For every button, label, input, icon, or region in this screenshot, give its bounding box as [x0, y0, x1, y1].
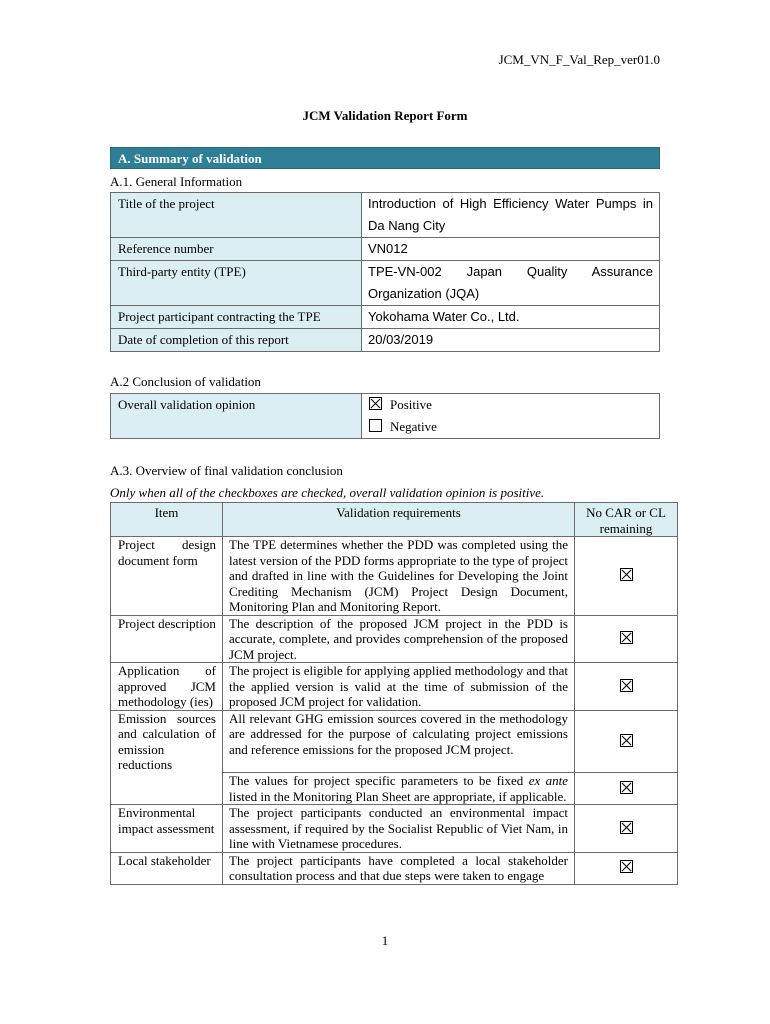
- status-cell: [575, 537, 678, 616]
- table-row: [111, 615, 678, 663]
- table-row: [111, 773, 678, 805]
- a1-heading: A.1. General Information: [110, 174, 243, 189]
- table-row: [111, 663, 678, 711]
- table-row: [111, 329, 660, 352]
- completion-date-value: 20/03/2019: [362, 329, 660, 352]
- participant-label: Project participant contracting the TPE: [111, 306, 362, 329]
- table-row: [111, 805, 678, 853]
- table-row: [111, 710, 678, 773]
- requirement-cell: The project participants conducted an environmental impact assessment, if required by the Socialist Republic of Viet Nam, in line with Vietnamese procedures.: [223, 805, 575, 853]
- checked-box-icon[interactable]: [620, 860, 633, 873]
- requirements-header: Validation requirements: [223, 503, 575, 537]
- overview-table: [110, 502, 678, 885]
- section-a-header: [110, 147, 660, 169]
- opinion-options: [362, 394, 660, 439]
- status-cell: [575, 615, 678, 663]
- table-header-row: [111, 503, 678, 537]
- requirement-cell: The project participants have completed a local stakeholder consultation process and that due steps were taken to engage: [223, 852, 575, 884]
- date-label: Date of completion of this report: [111, 329, 362, 352]
- checked-box-icon[interactable]: [620, 679, 633, 692]
- a2-heading: A.2 Conclusion of validation: [110, 374, 261, 389]
- tpe-value: TPE-VN-002 Japan Quality Assurance Organization (JQA): [362, 261, 660, 306]
- table-row: [111, 537, 678, 616]
- checked-box-icon[interactable]: [620, 631, 633, 644]
- project-title-value: Introduction of High Efficiency Water Pumps in Da Nang City: [362, 193, 660, 238]
- checked-box-icon[interactable]: [369, 397, 382, 410]
- option-label: Negative: [390, 419, 437, 434]
- document-id: JCM_VN_F_Val_Rep_ver01.0: [498, 52, 660, 67]
- participant-value: Yokohama Water Co., Ltd.: [362, 306, 660, 329]
- status-cell: [575, 805, 678, 853]
- requirement-cell: [223, 773, 575, 805]
- option-negative[interactable]: [368, 416, 653, 438]
- item-cell: Project design document form: [111, 537, 223, 616]
- checked-box-icon[interactable]: [620, 568, 633, 581]
- option-positive[interactable]: [368, 394, 653, 416]
- status-cell: [575, 663, 678, 711]
- option-label: Positive: [390, 397, 432, 412]
- status-cell: [575, 710, 678, 773]
- requirement-cell: The TPE determines whether the PDD was completed using the latest version of the PDD forms appropriate to the type of project and drafted in line with the Guidelines for Developing the Joint Crediting Mechanism (JCM) Project Design Document, Monitoring Plan and Monitoring Report.: [223, 537, 575, 616]
- no-car-header: No CAR or CL remaining: [575, 503, 678, 537]
- item-cell: Environmental impact assessment: [111, 805, 223, 853]
- page-number: 1: [381, 933, 389, 948]
- table-row: [111, 394, 660, 439]
- item-header: Item: [111, 503, 223, 537]
- requirement-cell: All relevant GHG emission sources covered in the methodology are addressed for the purpose of calculating project emissions and reference emissions for the proposed JCM project.: [223, 710, 575, 773]
- item-cell: [111, 773, 223, 805]
- requirement-cell: The project is eligible for applying applied methodology and that the applied version is valid at the time of submission of the proposed JCM project for validation.: [223, 663, 575, 711]
- tpe-label: Third-party entity (TPE): [111, 261, 362, 306]
- requirement-text: listed in the Monitoring Plan Sheet are appropriate, if applicable.: [229, 788, 567, 804]
- requirement-cell: The description of the proposed JCM project in the PDD is accurate, complete, and provides comprehension of the proposed JCM project.: [223, 615, 575, 663]
- unchecked-box-icon[interactable]: [369, 419, 382, 432]
- section-a-title: A. Summary of validation: [118, 151, 262, 166]
- general-info-table: [110, 192, 660, 352]
- item-cell: Emission sources and calculation of emission reductions: [111, 710, 223, 773]
- reference-label: Reference number: [111, 238, 362, 261]
- requirement-text: The values for project specific parameters to be fixed: [229, 773, 529, 788]
- a3-heading: A.3. Overview of final validation conclusion: [110, 463, 343, 478]
- table-row: [111, 852, 678, 884]
- requirement-emphasis: ex ante: [528, 773, 568, 788]
- checked-box-icon[interactable]: [620, 734, 633, 747]
- item-cell: Local stakeholder: [111, 852, 223, 884]
- status-cell: [575, 773, 678, 805]
- item-cell: Project description: [111, 615, 223, 663]
- reference-number-value: VN012: [362, 238, 660, 261]
- table-row: [111, 238, 660, 261]
- conclusion-table: [110, 393, 660, 439]
- a3-note: Only when all of the checkboxes are checked, overall validation opinion is positive.: [110, 485, 545, 500]
- form-title: JCM Validation Report Form: [302, 108, 468, 123]
- checked-box-icon[interactable]: [620, 781, 633, 794]
- table-row: [111, 261, 660, 306]
- status-cell: [575, 852, 678, 884]
- title-label: Title of the project: [111, 193, 362, 238]
- checked-box-icon[interactable]: [620, 821, 633, 834]
- table-row: [111, 306, 660, 329]
- table-row: [111, 193, 660, 238]
- opinion-label: Overall validation opinion: [111, 394, 362, 439]
- item-cell: Application of approved JCM methodology (ies): [111, 663, 223, 711]
